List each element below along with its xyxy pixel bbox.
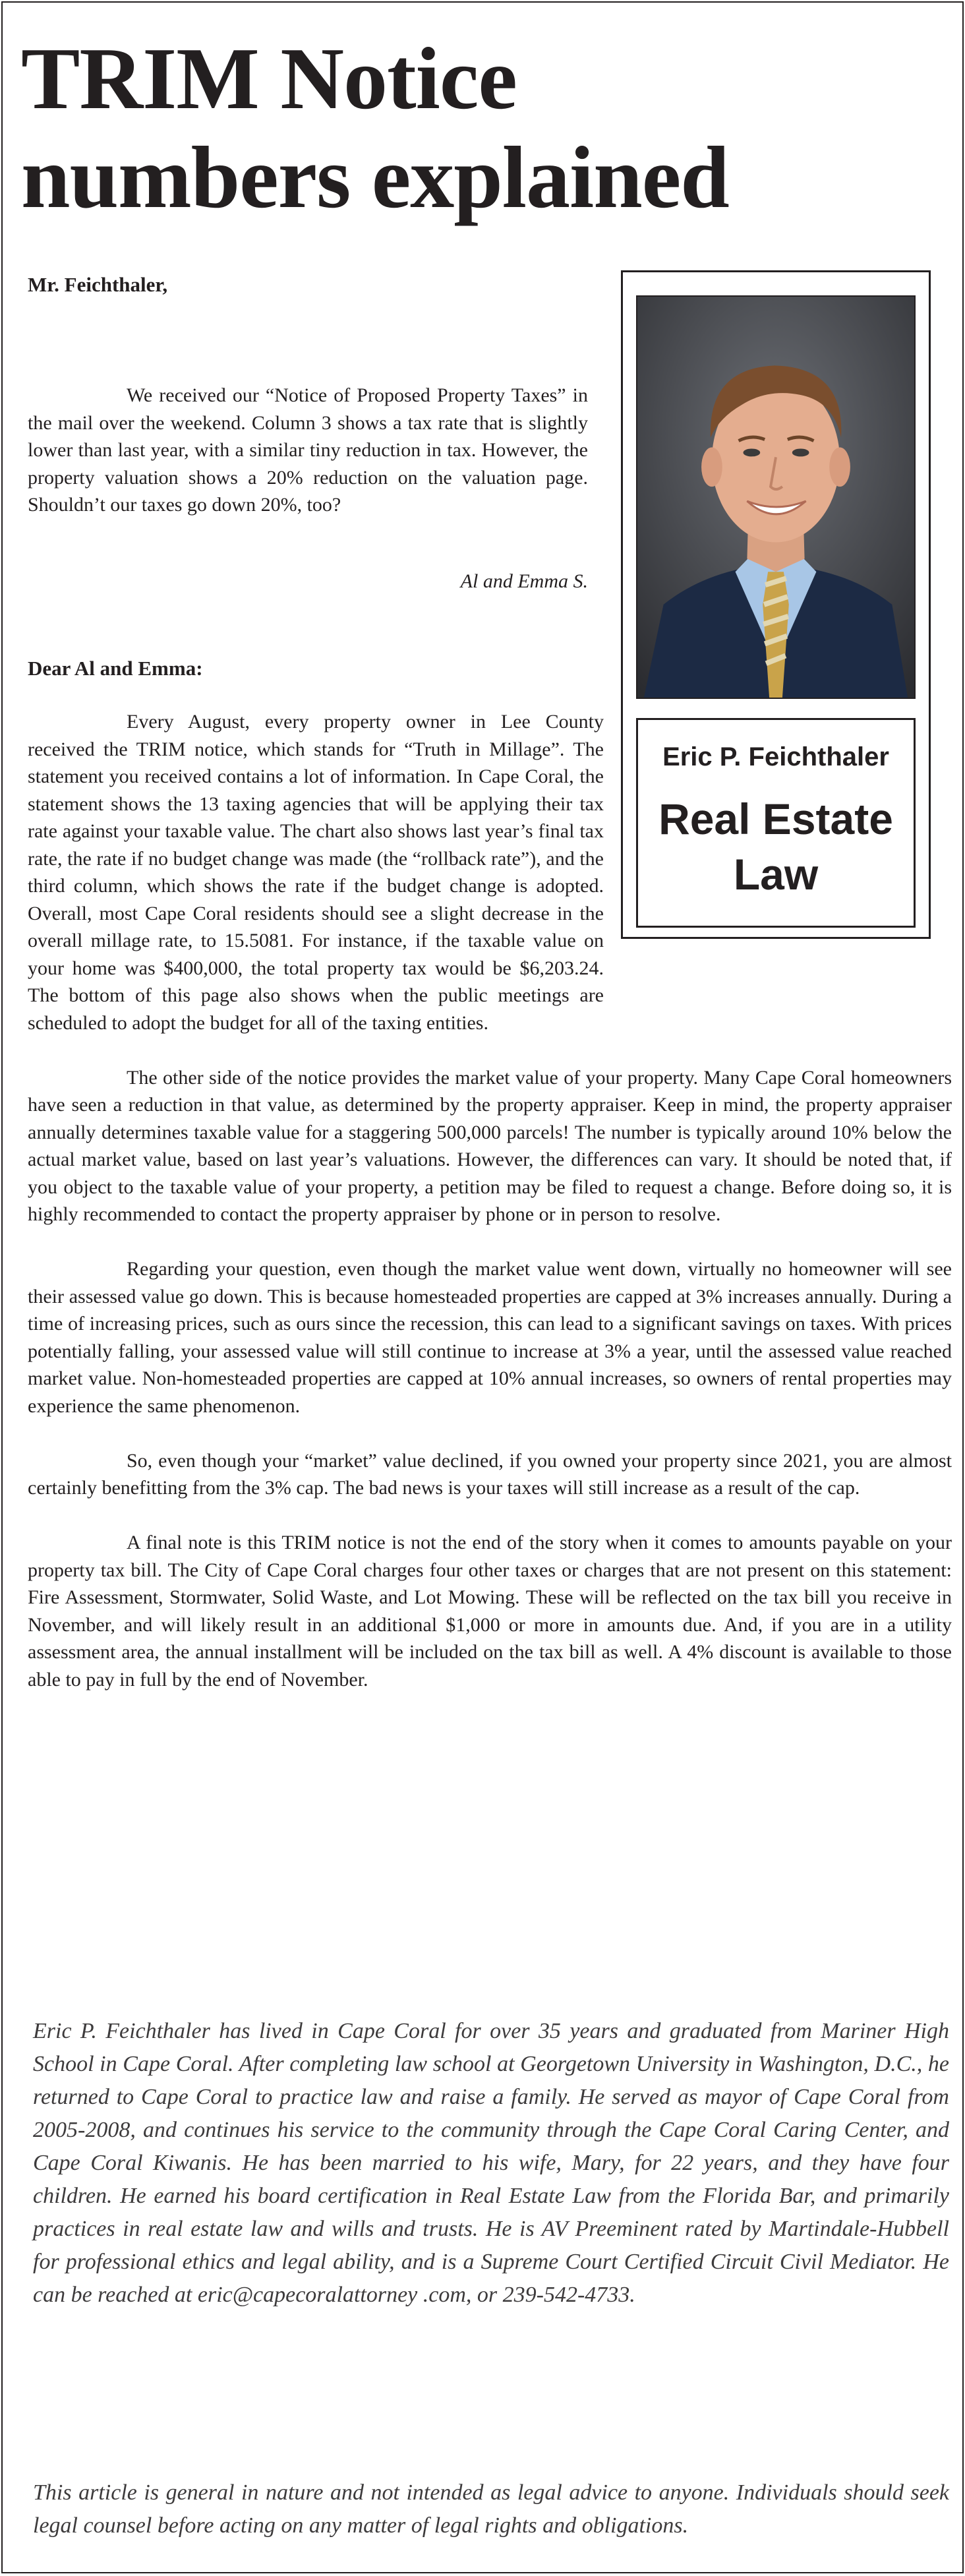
response-paragraph: So, even though your “market” value declined, if you owned your property since 2021, you are almost certainly benefitting from the 3% cap. The bad news is your taxes will still increase as a result of the cap. xyxy=(28,1449,952,1499)
specialty-line-1: Real Estate xyxy=(658,794,893,843)
headshot-illustration xyxy=(637,297,914,698)
letter-salutation: Mr. Feichthaler, xyxy=(28,273,168,296)
author-name: Eric P. Feichthaler xyxy=(662,742,889,771)
response-paragraph: The other side of the notice provides the market value of your property. Many Cape Coral homeowners have seen a reduction in that value, as determined by the property appraiser. Keep in mind, the property appraiser annually determines taxable value for a staggering 500,000 parcels! The number is typically around 10% below the actual market value, based on last year’s valuations. However, the differences can vary. It should be noted that, if you object to the taxable value of your property, a petition may be filed to request a change. Before doing so, it is highly recommended to contact the property appraiser by phone or in person to resolve. xyxy=(28,1066,952,1225)
letter-body: We received our “Notice of Proposed Property Taxes” in the mail over the weekend. Column 3 shows a tax rate that is slightly lower than last year, with a similar tiny reduction in tax. However, the property valuation shows a 20% reduction on the valuation page. Shouldn’t our taxes go down 20%, too? xyxy=(28,384,588,516)
author-name-box xyxy=(636,718,916,928)
reader-letter xyxy=(28,382,588,519)
response-paragraph: Regarding your question, even though the market value went down, virtually no homeowner will see their assessed value go down. This is because homesteaded properties are capped at 3% increases annually. During a time of increasing prices, such as ours since the recession, this can lead to a significant savings on taxes. With prices potentially falling, your assessed value will still continue to increase at 3% a year, until the assessed value reached market value. Non-homesteaded properties are capped at 10% annual increases, so owners of rental properties may experience the same phenomenon. xyxy=(28,1258,952,1417)
specialty-line-2: Law xyxy=(733,850,819,899)
author-headshot-photo xyxy=(636,295,916,699)
legal-disclaimer: This article is general in nature and not intended as legal advice to anyone. Individuals should seek legal counsel before acting on any matter of legal rights and obligations. xyxy=(33,2480,949,2538)
response-paragraph: A final note is this TRIM notice is not the end of the story when it comes to amounts payable on your property tax bill. The City of Cape Coral charges four other taxes or charges that are not present on this statement: Fire Assessment, Stormwater, Solid Waste, and Lot Mowing. These will be reflected on the tax bill you receive in November, and will likely result in an additional $1,000 or more in amounts due. And, if you are in a utility assessment area, the annual installment will be included on the tax bill as well. A 4% discount is available to those able to pay in full by the end of November. xyxy=(28,1532,952,1691)
author-profile-box xyxy=(621,270,931,939)
response-salutation: Dear Al and Emma: xyxy=(28,657,203,680)
response-paragraph: Every August, every property owner in Lee County received the TRIM notice, which stands for “Truth in Millage”. The statement you received contains a lot of information. In Cape Coral, the statement shows the 13 taxing agencies that will be applying their tax rate against your taxable value. The chart also shows last year’s final tax rate, the rate if no budget change was made (the “rollback rate”), and the third column, which shows the rate if the budget change is adopted. Overall, most Cape Coral residents should see a slight decrease in the overall millage rate, to 15.5081. For instance, if the taxable value on your home was $400,000, the total property tax would be $6,203.24. The bottom of this page also shows when the public meetings are scheduled to adopt the budget for all of the taxing entities. xyxy=(28,711,604,1034)
author-specialty xyxy=(638,791,914,902)
article-page xyxy=(1,1,964,2573)
article-title: TRIM Notice numbers explained xyxy=(21,30,729,226)
letter-signature: Al and Emma S. xyxy=(460,570,588,592)
author-bio: Eric P. Feichthaler has lived in Cape Coral for over 35 years and graduated from Mariner High School in Cape Coral. After completing law school at Georgetown University in Washington, D.C., he returned to Cape Coral to practice law and raise a family. He served as mayor of Cape Coral from 2005-2008, and continues his service to the community through the Cape Coral Caring Center, and Cape Coral Kiwanis. He has been married to his wife, Mary, for 22 years, and they have four children. He earned his board certification in Real Estate Law from the Florida Bar, and primarily practices in real estate law and wills and trusts. He is AV Preeminent rated by Martindale-Hubbell for professional ethics and legal ability, and is a Supreme Court Certified Circuit Civil Mediator. He can be reached at eric@capecoralattorney .com, or 239-542-4733. xyxy=(33,2019,949,2307)
